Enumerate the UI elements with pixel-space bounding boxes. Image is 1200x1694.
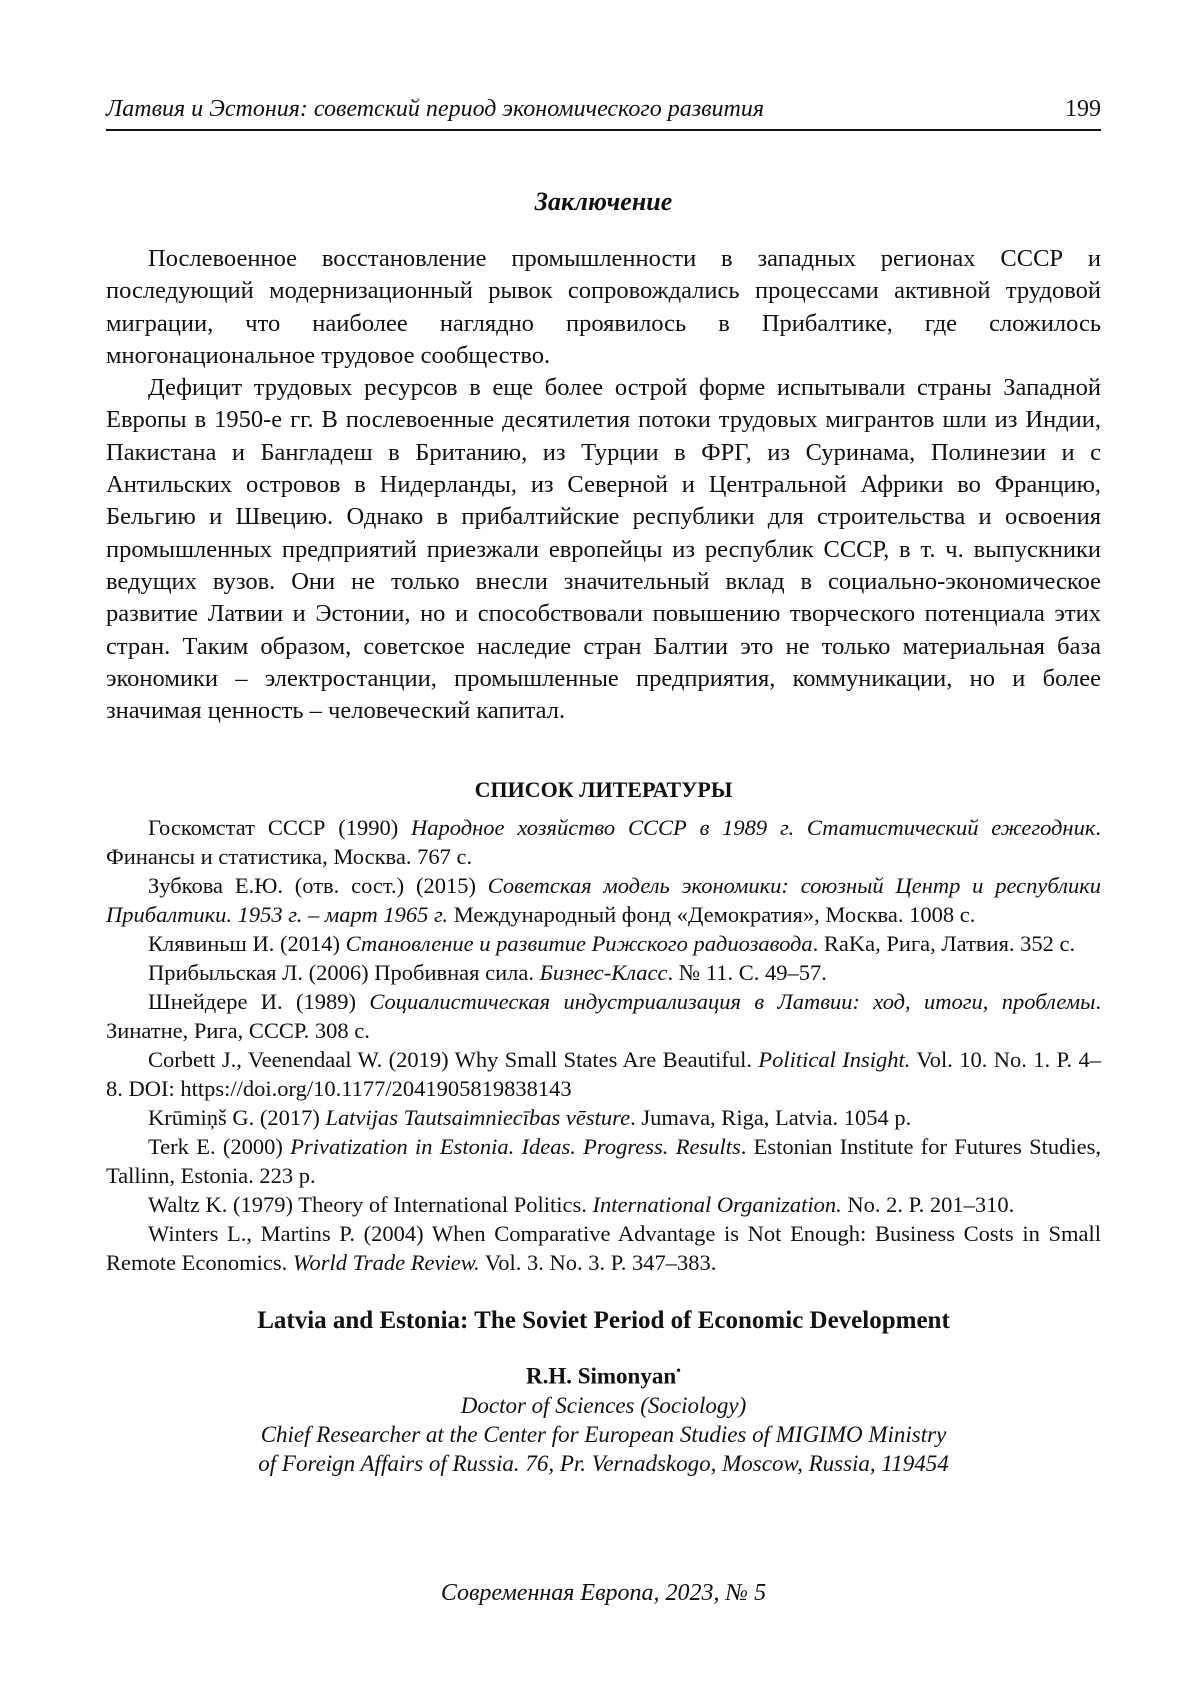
ref-text: Corbett J., Veenendaal W. (2019) Why Small States Are Beautiful.: [148, 1047, 759, 1073]
running-header: [106, 96, 1101, 131]
ref-text: . Зинатне, Рига, СССР. 308 с.: [106, 989, 1102, 1044]
ref-text: Шнейдере И. (1989): [148, 989, 370, 1015]
ref-text: Зубкова Е.Ю. (отв. сост.) (2015): [148, 873, 488, 899]
reference-item: [106, 813, 1101, 871]
ref-text: Terk E. (2000): [148, 1134, 291, 1160]
reference-item: [106, 929, 1101, 958]
ref-text: Клявиньш И. (2014): [148, 931, 346, 957]
ref-text: . Финансы и статистика, Москва. 767 с.: [106, 815, 1101, 870]
running-title: Латвия и Эстония: советский период экономического развития: [106, 96, 764, 122]
ref-text: Международный фонд «Демократия», Москва. 1008 с.: [448, 902, 976, 928]
ref-text: . № 11. С. 49–57.: [667, 960, 827, 986]
reference-item: [106, 987, 1101, 1045]
english-title: Latvia and Estonia: The Soviet Period of Economic Development: [257, 1307, 950, 1335]
reference-item: [106, 871, 1101, 929]
author-name: R.H. Simonyan: [525, 1364, 677, 1390]
ref-text: . Jumava, Riga, Latvia. 1054 p.: [630, 1105, 912, 1131]
ref-text: . Estonian Institute for Futures Studies, Tallinn, Estonia. 223 p.: [106, 1134, 1101, 1189]
page-number: 199: [1065, 96, 1101, 122]
reference-item: [106, 1103, 1101, 1132]
author-degree: Doctor of Sciences (Sociology): [460, 1393, 747, 1419]
page: [106, 96, 1101, 1478]
conclusion-paragraph: Послевоенное восстановление промышленности в западных регионах СССР и последующий модернизационный рывок сопровождались процессами активной трудовой миграции, что наиболее наглядно проявилось в Прибалтике, где сложилось многонациональное трудовое сообщество.: [106, 245, 1101, 369]
ref-source-title: Социалистическая индустриализация в Латвии: ход, итоги, проблемы: [369, 989, 1096, 1015]
author-address: of Foreign Affairs of Russia. 76, Pr. Vernadskogo, Moscow, Russia, 119454: [258, 1451, 949, 1477]
author-position: Chief Researcher at the Center for European Studies of MIGIMO Ministry: [260, 1422, 947, 1448]
ref-source-title: International Organization.: [592, 1192, 842, 1218]
ref-source-title: Становление и развитие Рижского радиозавода: [345, 931, 813, 957]
ref-source-title: Political Insight.: [758, 1047, 911, 1073]
reference-list: [106, 813, 1101, 1277]
ref-source-title: Народное хозяйство СССР в 1989 г. Статистический ежегодник: [411, 815, 1096, 841]
section-title: Заключение: [534, 187, 673, 216]
ref-text: Waltz K. (1979) Theory of International Politics.: [148, 1192, 593, 1218]
ref-source-title: World Trade Review.: [292, 1250, 480, 1276]
reference-item: [106, 1190, 1101, 1219]
ref-text: . RaKa, Рига, Латвия. 352 с.: [812, 931, 1076, 957]
ref-text: No. 2. P. 201–310.: [841, 1192, 1015, 1218]
ref-text: Госкомстат СССР (1990): [148, 815, 412, 841]
reference-item: [106, 958, 1101, 987]
journal-footer: Современная Европа, 2023, № 5: [440, 1580, 767, 1606]
references-title: СПИСОК ЛИТЕРАТУРЫ: [474, 777, 733, 803]
ref-source-title: Бизнес-Класс: [539, 960, 668, 986]
ref-text: Winters L., Martins P. (2004) When Comparative Advantage is Not Enough: Business Costs in Small Remote Economics.: [106, 1221, 1101, 1276]
author-block: [106, 1357, 1101, 1478]
ref-text: Vol. 3. No. 3. P. 347–383.: [479, 1250, 717, 1276]
reference-item: [106, 1132, 1101, 1190]
ref-source-title: Советская модель экономики: союзный Центр и республики Прибалтики. 1953 г. – март 1965 г.: [106, 873, 1101, 928]
reference-item: [106, 1219, 1101, 1277]
ref-text: Vol. 10. No. 1. P. 4–8. DOI: https://doi.org/10.1177/2041905819838143: [106, 1047, 1101, 1102]
footnote-mark: •: [676, 1364, 682, 1380]
ref-source-title: Privatization in Estonia. Ideas. Progress. Results: [290, 1134, 741, 1160]
ref-text: Прибыльская Л. (2006) Пробивная сила.: [148, 960, 540, 986]
conclusion-paragraph: Дефицит трудовых ресурсов в еще более острой форме испытывали страны Западной Европы в 1950-е гг. В послевоенные десятилетия потоки трудовых мигрантов шли из Индии, Пакистана и Бангладеш в Британию, из Турции в ФРГ, из Суринама, Полинезии и с Антильских островов в Нидерланды, из Северной и Центральной Африки во Францию, Бельгию и Швецию. Однако в прибалтийские республики для строительства и освоения промышленных предприятий приезжали европейцы из республик СССР, в т. ч. выпускники ведущих вузов. Они не только внесли значительный вклад в социально-экономическое развитие Латвии и Эстонии, но и способствовали повышению творческого потенциала этих стран. Таким образом, советское наследие стран Балтии это не только материальная база экономики – электростанции, промышленные предприятия, коммуникации, но и более значимая ценность – человеческий капитал.: [106, 374, 1101, 725]
ref-source-title: Latvijas Tautsaimniecības vēsture: [325, 1105, 631, 1131]
reference-item: [106, 1045, 1101, 1103]
ref-text: Krūmiņš G. (2017): [148, 1105, 326, 1131]
